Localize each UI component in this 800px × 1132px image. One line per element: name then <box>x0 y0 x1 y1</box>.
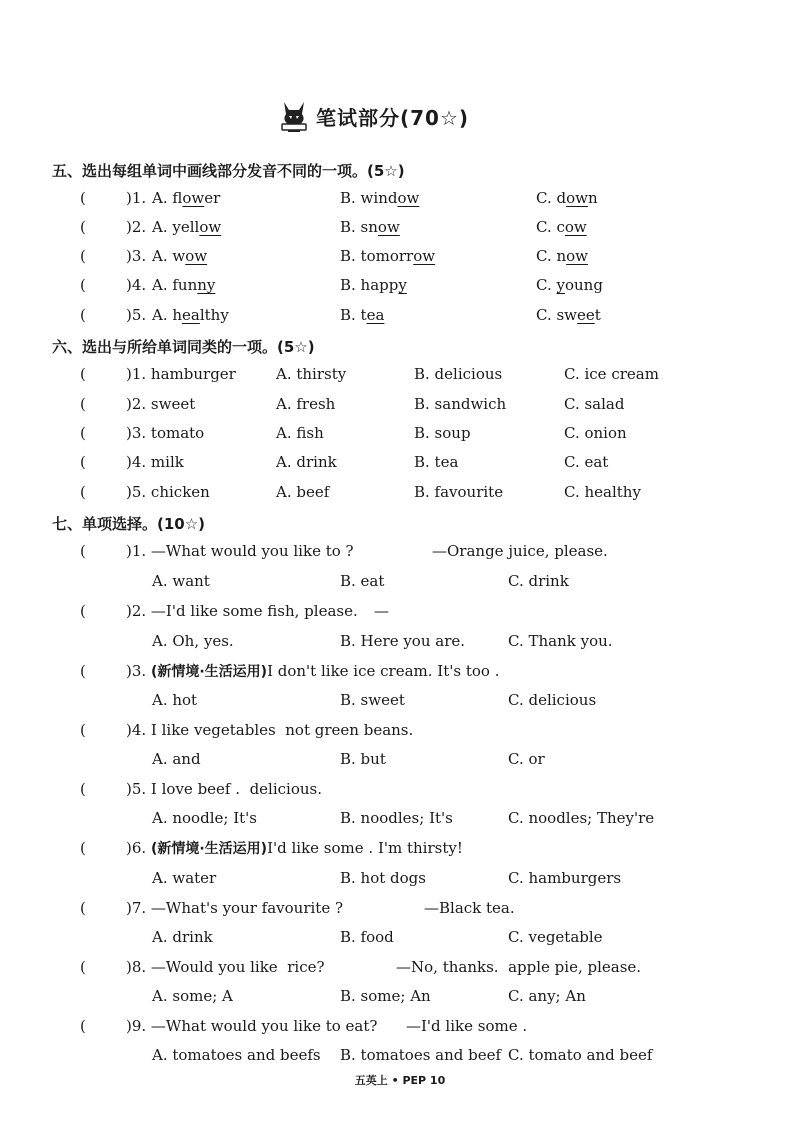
question-9: ( )9. —What would you like to eat? —I'd like some . <box>80 1017 528 1035</box>
option-a: A. thirsty <box>276 365 347 383</box>
section5-row: ( )4. A. funny B. happy C. young <box>80 276 603 294</box>
question-7: ( )7. —What's your favourite ? —Black tea. <box>80 899 515 917</box>
fox-mascot-icon <box>278 98 310 134</box>
option-a: A. fish <box>276 424 324 442</box>
section7-heading: 七、单项选择。(10☆) <box>52 515 206 533</box>
option-b: B. delicious <box>414 365 503 383</box>
question-4: ( )4. I like vegetables not green beans. <box>80 721 414 739</box>
option-c: C. healthy <box>564 483 641 501</box>
option-c: C. young <box>536 276 603 294</box>
option-a: A. beef <box>276 483 330 501</box>
question-8-options: A. some; A B. some; An C. any; An <box>152 987 586 1005</box>
question-1: ( )1. —What would you like to ? —Orange juice, please. <box>80 542 608 560</box>
page-title: 笔试部分(70☆) <box>316 105 470 130</box>
context-tag: (新情境·生活运用) <box>150 664 268 680</box>
option-b: B. favourite <box>414 483 504 501</box>
option-b: B. happy <box>340 276 407 294</box>
question-2-options: A. Oh, yes. B. Here you are. C. Thank you. <box>152 632 613 650</box>
option-b: B. snow <box>340 218 400 236</box>
section6-heading: 六、选出与所给单词同类的一项。(5☆) <box>52 338 315 356</box>
section5-row: ( )1. A. flower B. window C. down <box>80 189 598 207</box>
section6-row: ( )3. tomato A. fish B. soup C. onion <box>80 424 627 442</box>
option-c: C. onion <box>564 424 627 442</box>
option-a: A. wow <box>152 247 208 265</box>
option-a: A. yellow <box>152 218 222 236</box>
option-c: C. salad <box>564 395 625 413</box>
option-b: B. sandwich <box>414 395 507 413</box>
section5-heading: 五、选出每组单词中画线部分发音不同的一项。(5☆) <box>52 162 405 180</box>
question-6: ( )6. (新情境·生活运用)I'd like some . I'm thirsty! <box>80 839 463 857</box>
question-9-options: A. tomatoes and beefs B. tomatoes and beef C. tomato and beef <box>152 1046 653 1064</box>
option-b: B. tomorrow <box>340 247 436 265</box>
section6-row: ( )1. hamburger A. thirsty B. delicious C. ice cream <box>80 365 659 383</box>
page-footer: 五英上 • PEP 10 <box>354 1074 446 1087</box>
section6-row: ( )4. milk A. drink B. tea C. eat <box>80 453 609 471</box>
section5-row: ( )3. A. wow B. tomorrow C. now <box>80 247 589 265</box>
question-7-options: A. drink B. food C. vegetable <box>152 928 603 946</box>
option-b: B. tea <box>414 453 459 471</box>
option-b: B. soup <box>414 424 471 442</box>
option-c: C. down <box>536 189 598 207</box>
question-6-options: A. water B. hot dogs C. hamburgers <box>152 869 622 887</box>
option-a: A. funny <box>152 276 216 294</box>
option-c: C. eat <box>564 453 609 471</box>
option-a: A. drink <box>276 453 337 471</box>
question-3-options: A. hot B. sweet C. delicious <box>152 691 597 709</box>
section6-row: ( )2. sweet A. fresh B. sandwich C. salad <box>80 395 625 413</box>
option-c: C. ice cream <box>564 365 659 383</box>
option-c: C. now <box>536 247 589 265</box>
section-title <box>278 96 469 136</box>
question-1-options: A. want B. eat C. drink <box>152 572 569 590</box>
question-5-options: A. noodle; It's B. noodles; It's C. noodles; They're <box>152 809 655 827</box>
option-b: B. window <box>340 189 420 207</box>
option-c: C. sweet <box>536 306 601 324</box>
context-tag: (新情境·生活运用) <box>150 841 268 857</box>
option-a: A. fresh <box>276 395 336 413</box>
question-4-options: A. and B. but C. or <box>152 750 545 768</box>
question-5: ( )5. I love beef . delicious. <box>80 780 322 798</box>
section5-row: ( )2. A. yellow B. snow C. cow <box>80 218 587 236</box>
section6-row: ( )5. chicken A. beef B. favourite C. healthy <box>80 483 641 501</box>
option-c: C. cow <box>536 218 587 236</box>
option-a: A. flower <box>152 189 221 207</box>
question-3: ( )3. (新情境·生活运用)I don't like ice cream. It's too . <box>80 662 500 680</box>
question-8: ( )8. —Would you like rice? —No, thanks. apple pie, please. <box>80 958 642 976</box>
option-b: B. tea <box>340 306 385 324</box>
section5-row: ( )5. A. healthy B. tea C. sweet <box>80 306 601 324</box>
question-2: ( )2. —I'd like some fish, please. — <box>80 602 389 620</box>
option-a: A. healthy <box>152 306 229 324</box>
